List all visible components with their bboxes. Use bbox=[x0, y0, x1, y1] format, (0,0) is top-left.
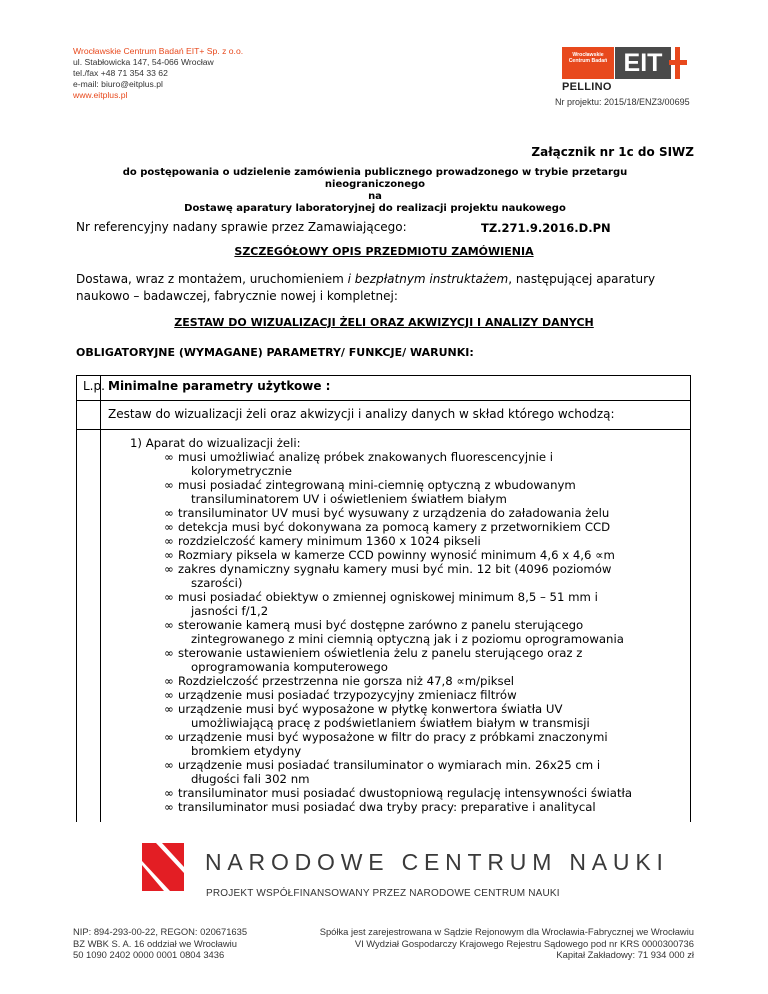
bullet-icon: ∞ bbox=[164, 786, 174, 800]
bullet-icon: ∞ bbox=[164, 548, 174, 562]
list-item bbox=[130, 562, 690, 590]
bullet-icon: ∞ bbox=[164, 702, 174, 716]
footer-left-line: NIP: 894-293-00-22, REGON: 020671635 bbox=[73, 926, 248, 937]
bullet-icon: ∞ bbox=[164, 758, 174, 772]
list-item bbox=[130, 506, 690, 520]
list-item bbox=[130, 618, 690, 646]
list-item bbox=[130, 548, 690, 562]
table-border-top bbox=[76, 375, 691, 376]
obligatory-heading: OBLIGATORYJNE (WYMAGANE) PARAMETRY/ FUNKCJE/ WARUNKI: bbox=[76, 346, 474, 359]
list-item bbox=[130, 450, 690, 478]
table-border-left bbox=[76, 375, 77, 822]
bullet-icon: ∞ bbox=[164, 618, 174, 632]
table-border-right bbox=[690, 375, 691, 822]
bullet-icon: ∞ bbox=[164, 688, 174, 702]
list-item bbox=[130, 646, 690, 674]
procedure-line-3: na bbox=[368, 191, 382, 202]
list-item-text: rozdzielczość kamery minimum 1360 x 1024 pikseli bbox=[178, 534, 481, 548]
list-item-text: sterowanie ustawieniem oświetlenia żelu z panelu sterującego oraz z bbox=[178, 646, 583, 660]
bullet-icon: ∞ bbox=[164, 646, 174, 660]
ncn-logo-icon bbox=[142, 843, 184, 891]
parameter-list bbox=[130, 436, 690, 814]
list-item-text: zakres dynamiczny sygnału kamery musi być min. 12 bit (4096 poziomów bbox=[178, 562, 612, 576]
list-item bbox=[130, 520, 690, 534]
bullet-icon: ∞ bbox=[164, 730, 174, 744]
list-item bbox=[130, 478, 690, 506]
ncn-subtitle: PROJEKT WSPÓŁFINANSOWANY PRZEZ NARODOWE CENTRUM NAUKI bbox=[206, 888, 560, 899]
column-header-params: Minimalne parametry użytkowe : bbox=[108, 379, 331, 393]
bullet-icon: ∞ bbox=[164, 562, 174, 576]
company-phone: tel./fax +48 71 354 33 62 bbox=[73, 68, 168, 78]
list-item bbox=[130, 786, 690, 800]
footer-right-line: Kapitał Zakładowy: 71 934 000 zł bbox=[556, 949, 694, 960]
list-item bbox=[130, 758, 690, 786]
list-item bbox=[130, 534, 690, 548]
footer-left-line: BZ WBK S. A. 16 oddział we Wrocławiu bbox=[73, 937, 237, 949]
list-item bbox=[130, 702, 690, 730]
set-title: ZESTAW DO WIZUALIZACJI ŻELI ORAZ AKWIZYCJI I ANALIZY DANYCH bbox=[174, 316, 594, 329]
plus-icon bbox=[669, 47, 689, 79]
ncn-title: NARODOWE CENTRUM NAUKI bbox=[205, 849, 669, 875]
company-contact bbox=[73, 46, 243, 101]
footer-left-line: 50 1090 2402 0000 0001 0804 3436 bbox=[73, 949, 225, 960]
list-item-text: transiluminatorem UV i oświetleniem światłem białym bbox=[191, 492, 507, 506]
company-address: ul. Stabłowicka 147, 54-066 Wrocław bbox=[73, 57, 214, 67]
procedure-line-2: nieograniczonego bbox=[324, 179, 426, 190]
footer-registration-info bbox=[320, 926, 694, 961]
bullet-icon: ∞ bbox=[164, 478, 174, 492]
list-item-text: sterowanie kamerą musi być dostępne zarówno z panelu sterującego bbox=[178, 618, 584, 632]
list-item-text: zintegrowanego z mini ciemnią optyczną jak i z poziomu oprogramowania bbox=[191, 632, 624, 646]
list-item-text: długości fali 302 nm bbox=[191, 772, 310, 786]
bullet-icon: ∞ bbox=[164, 520, 174, 534]
list-item-text: urządzenie musi być wyposażone w filtr do pracy z próbkami znaczonymi bbox=[178, 730, 608, 744]
list-item bbox=[130, 800, 690, 814]
bullet-icon: ∞ bbox=[164, 800, 174, 814]
bullet-icon: ∞ bbox=[164, 534, 174, 548]
list-item-heading: 1) Aparat do wizualizacji żeli: bbox=[130, 436, 301, 450]
list-item-text: musi posiadać zintegrowaną mini-ciemnię optyczną z wbudowanym bbox=[178, 478, 576, 492]
list-item-text: Rozmiary piksela w kamerze CCD powinny wynosić minimum 4,6 x 4,6 ∝m bbox=[178, 548, 615, 562]
company-name: Wrocławskie Centrum Badań EIT+ Sp. z o.o. bbox=[73, 46, 244, 56]
footer-bank-info bbox=[73, 926, 247, 961]
table-column-divider bbox=[100, 375, 101, 822]
list-item-text: urządzenie musi być wyposażone w płytkę konwertora światła UV bbox=[178, 702, 563, 716]
list-item bbox=[130, 590, 690, 618]
list-item-text: urządzenie musi posiadać transiluminator o wymiarach min. 26x25 cm i bbox=[178, 758, 601, 772]
footer-right-line: Spółka jest zarejestrowana w Sądzie Rejonowym dla Wrocławia-Fabrycznej we Wrocławiu bbox=[319, 926, 694, 937]
list-item-text: detekcja musi być dokonywana za pomocą kamery z przetwornikiem CCD bbox=[178, 520, 611, 534]
project-number: Nr projektu: 2015/18/ENZ3/00695 bbox=[555, 97, 690, 107]
intro-part-1: Dostawa, wraz z montażem, uruchomieniem bbox=[76, 272, 348, 286]
list-item-text: musi umożliwiać analizę próbek znakowanych fluorescencyjnie i bbox=[178, 450, 553, 464]
list-item-text: oprogramowania komputerowego bbox=[191, 660, 388, 674]
column-header-lp: L.p. bbox=[83, 379, 105, 393]
bullet-icon: ∞ bbox=[164, 450, 174, 464]
list-item-text: bromkiem etydyny bbox=[191, 744, 302, 758]
page-title: SZCZEGÓŁOWY OPIS PRZEDMIOTU ZAMÓWIENIA bbox=[234, 245, 534, 258]
bullet-icon: ∞ bbox=[164, 590, 174, 604]
eit-logo-box: Wrocławskie Centrum Badań bbox=[562, 47, 614, 79]
table-divider bbox=[76, 400, 691, 401]
list-item bbox=[130, 674, 690, 688]
list-item bbox=[130, 688, 690, 702]
list-item-text: urządzenie musi posiadać trzypozycyjny zmieniacz filtrów bbox=[178, 688, 517, 702]
company-email: e-mail: biuro@eitplus.pl bbox=[73, 79, 163, 89]
list-item-text: transiluminator musi posiadać dwa tryby pracy: preparative i analitycal bbox=[178, 800, 596, 814]
list-item-text: musi posiadać obiektyw o zmiennej ogniskowej minimum 8,5 – 51 mm i bbox=[178, 590, 598, 604]
list-item-text: szarości) bbox=[191, 576, 243, 590]
list-item-text: transiluminator musi posiadać dwustopniową regulację intensywności światła bbox=[178, 786, 633, 800]
eit-logo-text: EIT bbox=[615, 47, 671, 79]
procedure-line-1: do postępowania o udzielenie zamówienia publicznego prowadzonego w trybie przetargu bbox=[122, 167, 628, 178]
intro-paragraph bbox=[76, 271, 696, 305]
footer-right-line: VI Wydział Gospodarczy Krajowego Rejestru Sądowego pod nr KRS 0000300736 bbox=[354, 937, 694, 949]
project-name: PELLINO bbox=[562, 81, 612, 93]
list-item-text: Rozdzielczość przestrzenna nie gorsza niż 47,8 ∝m/piksel bbox=[178, 674, 515, 688]
company-website[interactable]: www.eitplus.pl bbox=[73, 90, 128, 100]
list-item-text: transiluminator UV musi być wysuwany z urządzenia do załadowania żelu bbox=[178, 506, 610, 520]
intro-part-2: , następującej aparatury naukowo – badawczej, fabrycznie nowej i kompletnej: bbox=[76, 272, 656, 303]
bullet-icon: ∞ bbox=[164, 674, 174, 688]
reference-label: Nr referencyjny nadany sprawie przez Zamawiającego: bbox=[76, 220, 407, 234]
list-item-text: jasności f/1,2 bbox=[191, 604, 269, 618]
bullet-icon: ∞ bbox=[164, 506, 174, 520]
table-divider bbox=[76, 429, 691, 430]
list-item-text: umożliwiającą pracę z podświetlaniem światłem białym w transmisji bbox=[191, 716, 590, 730]
list-item bbox=[130, 730, 690, 758]
attachment-title: Załącznik nr 1c do SIWZ bbox=[531, 145, 694, 159]
set-description: Zestaw do wizualizacji żeli oraz akwizycji i analizy danych w skład którego wchodzą: bbox=[108, 407, 615, 421]
list-item-text: kolorymetrycznie bbox=[191, 464, 292, 478]
eit-logo bbox=[562, 47, 686, 79]
reference-number: TZ.271.9.2016.D.PN bbox=[481, 221, 611, 235]
intro-italic: i bezpłatnym instruktażem bbox=[347, 272, 509, 286]
procedure-line-4: Dostawę aparatury laboratoryjnej do realizacji projektu naukowego bbox=[184, 203, 566, 214]
